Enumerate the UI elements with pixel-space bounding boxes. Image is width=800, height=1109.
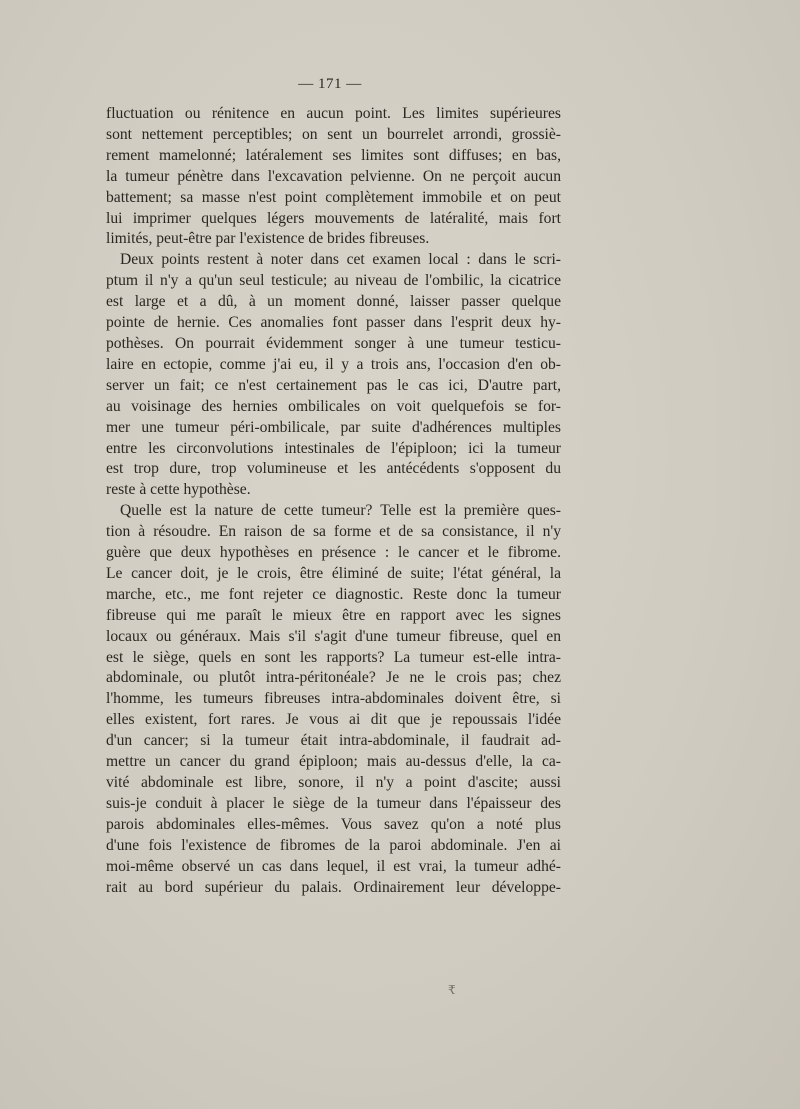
text-line: d'une fois l'existence de fibromes de la paroi abdominale. J'en ai	[106, 836, 561, 854]
text-line: ptum il n'y a qu'un seul testicule; au niveau de l'ombilic, la cicatrice	[106, 272, 561, 290]
text-line: reste à cette hypothèse.	[106, 481, 251, 499]
text-line: Quelle est la nature de cette tumeur? Telle est la première ques-	[120, 502, 561, 520]
text-line: la tumeur pénètre dans l'excavation pelvienne. On ne perçoit aucun	[106, 167, 561, 185]
text-line: tion à résoudre. En raison de sa forme et de sa consistance, il n'y	[106, 523, 561, 541]
text-line: pointe de hernie. Ces anomalies font passer dans l'esprit deux hy-	[106, 314, 561, 332]
text-line: est large et a dû, à un moment donné, laisser passer quelque	[106, 293, 561, 311]
text-line: Le cancer doit, je le crois, être éliminé de suite; l'état général, la	[106, 564, 561, 582]
text-line: laire en ectopie, comme j'ai eu, il y a trois ans, l'occasion d'en ob-	[106, 355, 561, 373]
text-line: fibreuse qui me paraît le mieux être en rapport avec les signes	[106, 606, 561, 624]
text-line: sont nettement perceptibles; on sent un bourrelet arrondi, grossiè-	[106, 125, 561, 143]
text-line: moi-même observé un cas dans lequel, il est vrai, la tumeur adhé-	[106, 857, 561, 875]
text-line: parois abdominales elles-mêmes. Vous savez qu'on a noté plus	[106, 815, 561, 833]
text-line: battement; sa masse n'est point complètement immobile et on peut	[106, 188, 561, 206]
text-line: entre les circonvolutions intestinales de l'épiploon; ici la tumeur	[106, 439, 561, 457]
text-line: guère que deux hypothèses en présence : le cancer et le fibrome.	[106, 544, 561, 562]
text-line: fluctuation ou rénitence en aucun point. Les limites supérieures	[106, 105, 561, 122]
text-line: est trop dure, trop volumineuse et les antécédents s'opposent du	[106, 460, 561, 478]
text-line: pothèses. On pourrait évidemment songer à une tumeur testicu-	[106, 334, 561, 352]
text-line: l'homme, les tumeurs fibreuses intra-abdominales doivent être, si	[106, 690, 561, 708]
text-line: suis-je conduit à placer le siège de la tumeur dans l'épaisseur des	[106, 794, 561, 812]
page-number: — 171 —	[298, 76, 362, 92]
text-line: elles existent, fort rares. Je vous ai dit que je repoussais l'idée	[106, 711, 561, 729]
text-line: Deux points restent à noter dans cet examen local : dans le scri-	[120, 251, 561, 269]
text-line: abdominale, ou plutôt intra-péritonéale? Je ne le crois pas; chez	[106, 669, 561, 687]
text-line: mettre un cancer du grand épiploon; mais au-dessus d'elle, la ca-	[106, 753, 561, 771]
text-line: d'un cancer; si la tumeur était intra-abdominale, il faudrait ad-	[106, 732, 561, 750]
text-line: rait au bord supérieur du palais. Ordinairement leur développe-	[106, 878, 561, 896]
text-line: server un fait; ce n'est certainement pas le cas ici, D'autre part,	[106, 376, 561, 394]
text-line: lui imprimer quelques légers mouvements de latéralité, mais fort	[106, 209, 561, 227]
text-line: limités, peut-être par l'existence de brides fibreuses.	[106, 230, 430, 248]
text-line: est le siège, quels en sont les rapports? La tumeur est-elle intra-	[106, 648, 561, 666]
text-line: vité abdominale est libre, sonore, il n'y a point d'ascite; aussi	[106, 774, 561, 791]
text-line: marche, etc., me font rejeter ce diagnostic. Reste donc la tumeur	[106, 585, 561, 603]
text-line: rement mamelonné; latéralement ses limites sont diffuses; en bas,	[106, 146, 561, 164]
body-text	[106, 104, 561, 898]
printer-mark: ₹	[448, 983, 456, 997]
text-line: mer une tumeur péri-ombilicale, par suite d'adhérences multiples	[106, 418, 561, 436]
text-line: locaux ou généraux. Mais s'il s'agit d'une tumeur fibreuse, quel en	[106, 627, 561, 645]
text-line: au voisinage des hernies ombilicales on voit quelquefois se for-	[106, 397, 561, 415]
